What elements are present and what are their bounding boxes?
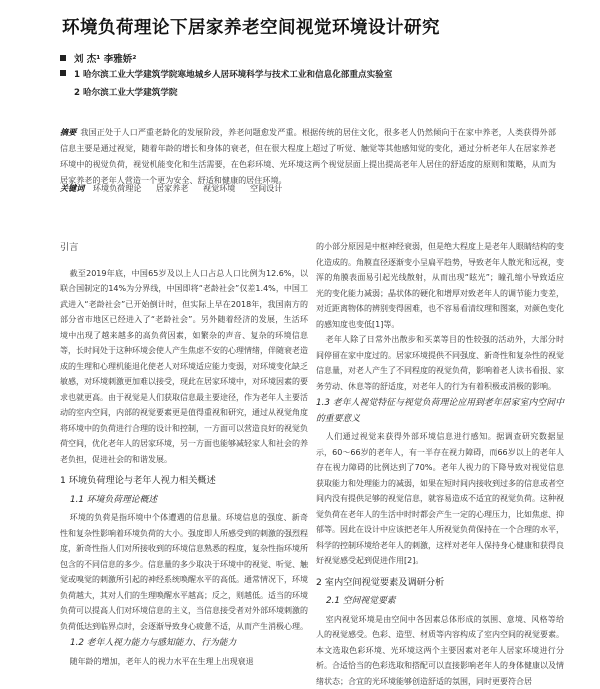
section-1-2-paragraph: 随年龄的增加，老年人的视力水平在生理上出现衰退 [60, 654, 308, 670]
bullet-square-icon [60, 55, 66, 61]
authors-line [60, 51, 136, 65]
keyword: 环境负荷理论 [93, 183, 142, 193]
section-1-3-heading: 1.3 老年人视觉特征与视觉负荷理论应用到老年居家室内空间中的重要意义 [316, 396, 564, 427]
right-paragraph-a: 的小部分原因是中枢神经衰弱，但是绝大程度上是老年人眼睛结构的变化造成的。角膜直径逐渐变小呈扁平趋势，导致老年人散光和远视，变浑的角膜表面易引起光线散射，从而出现“眩光”；瞳孔缩小导致适应光的变化能力减弱；晶状体的硬化和增厚对致老年人的调节能力变差，对近距离物体的辨别变得困难，也不容易看清纹理和图案，对颜色变化的感知度也变低[1]等。 [316, 239, 564, 332]
section-2-1-paragraph: 室内视觉环境是由空间中各因素总体形成的氛围、意境、风格等给人的视觉感受。色彩、造型、材质等内容构成了室内空间的视觉要素。本文选取色彩环境、光环境这两个主要因素对老年人居家环境进行分析。合适恰当的色彩选取和搭配可以直接影响老年人的身体健康以及情绪状态；合宜的光环境能够创造舒适的氛围，同时更要符合居 [316, 612, 564, 689]
keyword: 视觉环境 [203, 183, 235, 193]
intro-heading: 引言 [60, 240, 308, 256]
right-column [316, 239, 564, 689]
abstract [60, 124, 556, 188]
abstract-text: 我国正处于人口严重老龄化的发展阶段，养老问题愈发严重。根据传统的居住文化，很多老人仍然倾向于在家中养老，人类获得外部信息主要是通过视觉，随着年龄的增长和身体的衰老，但在很大程度上超过了听觉、触觉等其他感知觉的变化，通过分析老年人在居家养老环境中的视觉负荷，视觉机能变化和生活需要，在色彩环境、光环境这两个视觉层面上提出提高老年人居住的舒适度的原则和策略，从而为居家养老的老年人营造一个更为安全、舒适和健康的居住环境。 [60, 127, 556, 185]
section-1-1-heading: 1.1 环境负荷理论概述 [70, 493, 308, 509]
authors: 刘 杰¹ 李雅娇² [74, 54, 136, 65]
keywords [60, 183, 556, 194]
left-column [60, 240, 308, 669]
paper-title: 环境负荷理论下居家养老空间视觉环境设计研究 [62, 14, 582, 39]
section-1-3-paragraph: 人们通过视觉来获得外部环境信息进行感知。据调查研究数据显示，60～66岁的老年人，有一半存在视力障碍，而66岁以上的老年人存在视力障碍的比例达到了70%。老年人视力的下降导致对视觉信息获取能力和处理能力的减弱，如果在短时间内接收到过多的信息或者空间内没有提供足够的视觉信息，就容易造成不适宜的视觉负荷。这种视觉负荷在老年人的生活中时时都会产生一定的心理压力，比如焦虑、抑郁等。因此在设计中应该把老年人所视觉负荷保持在一个合理的水平，科学的控制环境给老年人的刺激，这样对老年人保持身心健康和获得良好视觉感受起到促进作用[2]。 [316, 429, 564, 569]
right-paragraph-b: 老年人除了日常外出散步和买菜等目的性较强的活动外，大部分时间停留在家中度过的。居家环境提供不同强度、新奇性和复杂性的视觉信息量，对老人产生了不同程度的视觉负荷，影响着老人读书看报、家务劳动、休息等的舒适度，对老年人的行为有着积极或消极的影响。 [316, 332, 564, 394]
keyword: 空间设计 [250, 183, 282, 193]
section-1-1-paragraph: 环境的负荷是指环境中个体遭遇的信息量。环境信息的强度、新奇性和复杂性影响着环境负荷的大小。强度即人所感受到的刺激的强烈程度，新奇性指人们对所接收到的环境信息熟悉的程度，复杂性指环境所包含的不同信息的多少。信息量的多少取决于环境中的视觉、听觉、触觉或嗅觉的刺激所引起的神经系统唤醒水平的高低。通常情况下，环境负荷越大，其对人们的生理唤醒水平越高；反之，则越低。适当的环境负荷可以提高人们对环境信息的主义，当信息接受者对外部环境刺激的负荷低达到临界点时，会逐渐导致身心疲惫不适，从而产生消极心理。 [60, 510, 308, 634]
keyword: 居家养老 [156, 183, 188, 193]
keywords-label: 关键词 [60, 183, 84, 193]
affiliation-1: 1 哈尔滨工业大学建筑学院寒地城乡人居环境科学与技术工业和信息化部重点实验室 [60, 68, 392, 80]
section-1-2-heading: 1.2 老年人视力能力与感知能力、行为能力 [70, 636, 308, 652]
affiliation-2: 2 哈尔滨工业大学建筑学院 [60, 86, 178, 98]
section-2-heading: 2 室内空间视觉要素及调研分析 [316, 575, 564, 591]
abstract-label: 摘要 [60, 127, 76, 137]
intro-paragraph: 截至2019年底，中国65岁及以上人口占总人口比例为12.6%，以联合国制定的14%为分界线，中国即将“老龄社会”仅差1.4%，中国工武进入“老龄社会”已开始倒计时，但实际上早在2018年，我国南方的部分省市地区已经进入了“老龄社会”。另外随着经济的发展，生活环境中出现了越来越多的高负荷因素，如繁杂的声音、复杂的环境信息等，长时间处于这种环境会使人产生焦虑不安的心理情绪，伴随衰老造成的生理和心理机能退化使老人对环境适应能力变弱，对环境变化缺乏敏感，对环境刺激更加难以接受，现此在居家环境中，对环境因素的要求也就更高。由于视觉是人们获取信息最主要途径，作为老年人主要活动的室内空间，内部的视觉要素更是值得重视和研究，通过从视觉角度将环境中的负荷进行合理的设计和控制，一方面可以营造良好的视觉负荷空间，优化老年人的居家环境，另一方面也能够减轻家人和社会的养老负担，促进社会的和谐发展。 [60, 266, 308, 468]
section-1-heading: 1 环境负荷理论与老年人视力相关概述 [60, 473, 308, 489]
section-2-1-heading: 2.1 空间视觉要素 [326, 594, 564, 610]
bullet-square-icon [60, 70, 66, 76]
